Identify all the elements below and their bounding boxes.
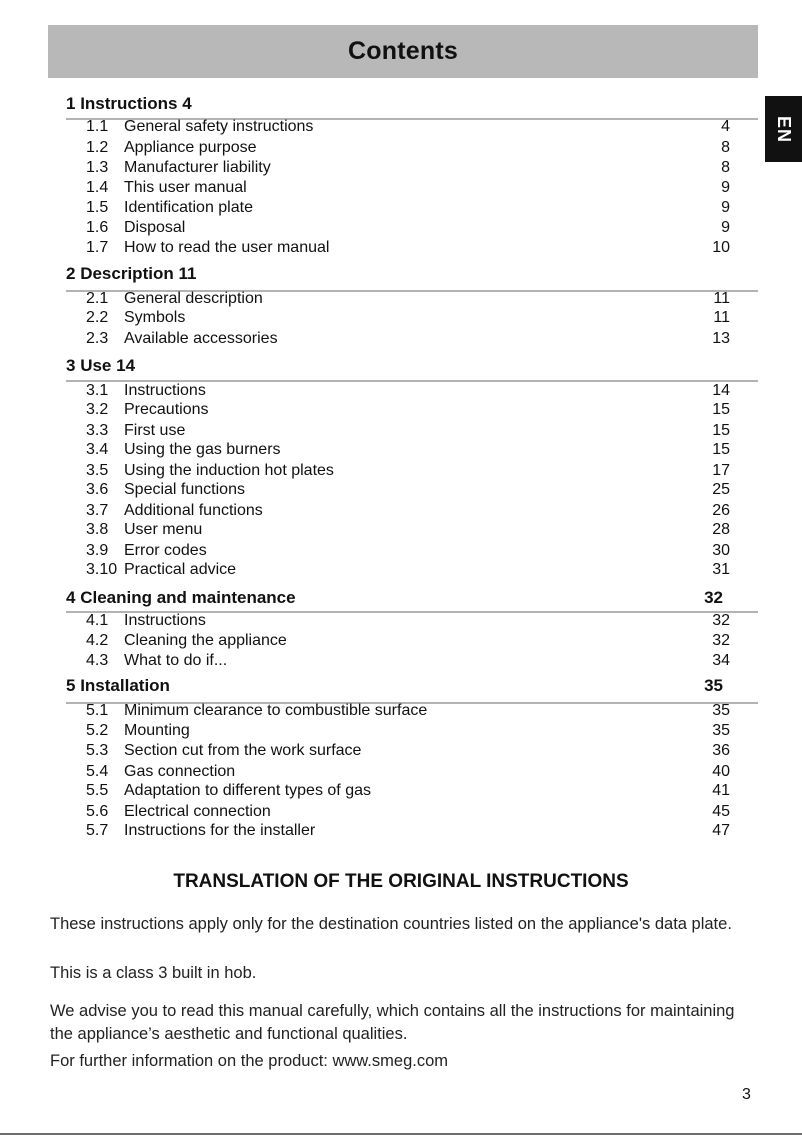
- toc-section-title: Use: [80, 356, 112, 375]
- toc-entry: [86, 308, 730, 328]
- toc-section-title: Cleaning and maintenance: [80, 588, 296, 607]
- toc-entry-number: 5.5: [86, 782, 109, 799]
- toc-entry-number: 5.2: [86, 722, 109, 739]
- toc-entry-page: 45: [712, 803, 730, 820]
- toc-entry-page: 8: [721, 159, 730, 176]
- toc-section-title: Installation: [80, 676, 170, 695]
- toc-entry-page: 35: [712, 702, 730, 719]
- toc-entry-page: 15: [712, 401, 730, 418]
- toc-entry-number: 4.3: [86, 652, 109, 669]
- toc-entry-label: Mounting: [124, 722, 190, 739]
- toc-entry-number: 3.3: [86, 422, 109, 439]
- toc-section-title: Description: [80, 264, 174, 283]
- toc-entry-number: 2.3: [86, 330, 109, 347]
- toc-entry: [86, 158, 730, 178]
- toc-entry-label: Special functions: [124, 481, 245, 498]
- toc-entry-number: 1.6: [86, 219, 109, 236]
- translation-heading: TRANSLATION OF THE ORIGINAL INSTRUCTIONS: [173, 871, 629, 892]
- toc-section-title: Instructions: [80, 94, 178, 113]
- toc-entry-number: 5.4: [86, 763, 109, 780]
- toc-entry-page: 25: [712, 481, 730, 498]
- toc-entry-number: 4.1: [86, 612, 109, 629]
- toc-entry-label: Minimum clearance to combustible surface: [124, 702, 428, 719]
- toc-entry-number: 1.4: [86, 179, 109, 196]
- toc-entry-number: 4.2: [86, 632, 109, 649]
- toc-entry-label: Instructions: [124, 612, 206, 629]
- toc-entry-label: This user manual: [124, 179, 247, 196]
- toc-entry: [86, 631, 730, 651]
- toc-entry-label: Section cut from the work surface: [124, 742, 362, 759]
- toc-section-number: 1: [66, 94, 76, 113]
- toc-entry-label: Using the gas burners: [124, 441, 281, 458]
- toc-entry-label: Instructions: [124, 382, 206, 399]
- toc-entry-page: 34: [712, 652, 730, 669]
- bottom-divider: [0, 1133, 802, 1135]
- toc-entry-page: 9: [721, 219, 730, 236]
- toc-entry-number: 3.10: [86, 561, 118, 578]
- toc-entry-label: Error codes: [124, 542, 207, 559]
- toc-entry-number: 5.7: [86, 822, 109, 839]
- toc-entry-page: 11: [713, 290, 730, 307]
- toc-entry-label: Disposal: [124, 219, 186, 236]
- toc-entry-page: 9: [721, 179, 730, 196]
- toc-entry-label: Additional functions: [124, 502, 263, 519]
- toc-entry-number: 3.4: [86, 441, 109, 458]
- toc-entry: [86, 520, 730, 540]
- toc-entry-number: 2.2: [86, 309, 109, 326]
- toc-entry-label: Identification plate: [124, 199, 253, 216]
- intro-paragraph-advice: We advise you to read this manual carefully, which contains all the instructions for maintaining the appliance’s aesthetic and functional qualities.: [50, 1002, 735, 1043]
- toc-entry-number: 3.8: [86, 521, 109, 538]
- toc-entry: [86, 440, 730, 460]
- toc-entry-label: Instructions for the installer: [124, 822, 316, 839]
- toc-entry-page: 32: [712, 632, 730, 649]
- toc-entry-page: 17: [712, 462, 730, 479]
- toc-entry: [86, 560, 730, 580]
- toc-entry-number: 3.9: [86, 542, 109, 559]
- toc-entry: [86, 117, 730, 137]
- toc-section-page: 14: [116, 356, 136, 375]
- toc-entry-label: Electrical connection: [124, 803, 271, 820]
- toc-entry-label: Gas connection: [124, 763, 236, 780]
- toc-entry-page: 8: [721, 139, 730, 156]
- intro-paragraph-destination: These instructions apply only for the destination countries listed on the appliance's data plate.: [50, 915, 732, 933]
- toc-entry-label: Appliance purpose: [124, 139, 257, 156]
- toc-entry-page: 36: [712, 742, 730, 759]
- toc-entry: [86, 138, 730, 158]
- toc-entry: [86, 329, 730, 349]
- toc-entry: [86, 541, 730, 561]
- toc-entry: [86, 381, 730, 401]
- toc-entry-page: 9: [721, 199, 730, 216]
- toc-entry-page: 28: [712, 521, 730, 538]
- toc-entry-label: First use: [124, 422, 186, 439]
- toc-entry-number: 5.6: [86, 803, 109, 820]
- toc-entry-number: 1.1: [86, 118, 109, 135]
- toc-entry-label: What to do if...: [124, 652, 228, 669]
- toc-entry-page: 15: [712, 441, 730, 458]
- toc-entry-page: 41: [712, 782, 730, 799]
- toc-entry-page: 26: [712, 502, 730, 519]
- toc-entry-label: Symbols: [124, 309, 186, 326]
- toc-entry-label: Using the induction hot plates: [124, 462, 334, 479]
- toc-entry: [86, 178, 730, 198]
- language-tab: [765, 96, 802, 162]
- toc-entry-page: 11: [713, 309, 730, 326]
- toc-entry: [86, 501, 730, 521]
- toc-section-heading: [66, 93, 758, 115]
- toc-entry: [86, 461, 730, 481]
- intro-paragraph-website: For further information on the product: www.smeg.com: [50, 1052, 448, 1070]
- toc-section-heading: [66, 675, 758, 697]
- toc-entry: [86, 400, 730, 420]
- toc-section-number: 5: [66, 676, 76, 695]
- toc-entry-number: 1.7: [86, 239, 109, 256]
- toc-entry-label: Manufacturer liability: [124, 159, 271, 176]
- toc-entry-number: 1.2: [86, 139, 109, 156]
- toc-entry-number: 2.1: [86, 290, 109, 307]
- toc-entry-number: 1.3: [86, 159, 109, 176]
- toc-entry: [86, 821, 730, 841]
- toc-entry-label: Precautions: [124, 401, 209, 418]
- toc-entry-number: 5.1: [86, 702, 109, 719]
- toc-entry-label: User menu: [124, 521, 203, 538]
- toc-entry: [86, 480, 730, 500]
- toc-entry-page: 15: [712, 422, 730, 439]
- toc-entry-label: Practical advice: [124, 561, 237, 578]
- toc-section-page: 11: [178, 264, 197, 283]
- page-title: Contents: [348, 37, 458, 65]
- toc-entry-page: 35: [712, 722, 730, 739]
- toc-section-heading: [66, 355, 758, 377]
- toc-entry-label: General description: [124, 290, 263, 307]
- toc-entry-number: 5.3: [86, 742, 109, 759]
- toc-entry-page: 4: [721, 118, 730, 135]
- toc-entry-page: 47: [712, 822, 730, 839]
- toc-entry-label: Adaptation to different types of gas: [124, 782, 371, 799]
- toc-entry-number: 3.1: [86, 382, 109, 399]
- toc-section-page: 32: [704, 588, 723, 607]
- toc-entry: [86, 238, 730, 258]
- toc-entry: [86, 421, 730, 441]
- toc-section-page: 35: [704, 676, 723, 695]
- toc-entry-number: 3.2: [86, 401, 109, 418]
- toc-entry: [86, 289, 730, 309]
- toc-entry: [86, 651, 730, 671]
- toc-entry-number: 3.7: [86, 502, 109, 519]
- toc-entry: [86, 741, 730, 761]
- toc-section-heading: [66, 587, 758, 609]
- page-number: 3: [742, 1086, 751, 1103]
- contents-title-bar: [48, 25, 758, 78]
- toc-entry-number: 3.6: [86, 481, 109, 498]
- toc-entry: [86, 721, 730, 741]
- toc-entry-page: 10: [712, 239, 730, 256]
- language-tab-label: EN: [773, 115, 794, 143]
- toc-entry-page: 40: [712, 763, 730, 780]
- toc-entry: [86, 802, 730, 822]
- toc-entry-number: 1.5: [86, 199, 109, 216]
- toc-entry-page: 13: [712, 330, 730, 347]
- toc-entry: [86, 611, 730, 631]
- toc-section-page: 4: [182, 94, 192, 113]
- toc-entry: [86, 218, 730, 238]
- toc-entry-label: Cleaning the appliance: [124, 632, 287, 649]
- intro-paragraph-class: This is a class 3 built in hob.: [50, 964, 257, 982]
- toc-entry-page: 31: [712, 561, 730, 578]
- toc-entry: [86, 781, 730, 801]
- toc-section-number: 4: [66, 588, 76, 607]
- toc-entry: [86, 198, 730, 218]
- toc-section-number: 3: [66, 356, 76, 375]
- toc-entry-number: 3.5: [86, 462, 109, 479]
- toc-entry-label: General safety instructions: [124, 118, 314, 135]
- toc-section-heading: [66, 263, 758, 285]
- toc-entry-page: 30: [712, 542, 730, 559]
- toc-entry-label: Available accessories: [124, 330, 278, 347]
- toc-entry-label: How to read the user manual: [124, 239, 330, 256]
- toc-entry: [86, 762, 730, 782]
- toc-section-number: 2: [66, 264, 76, 283]
- toc-entry-page: 14: [712, 382, 730, 399]
- toc-entry-page: 32: [712, 612, 730, 629]
- toc-entry: [86, 701, 730, 721]
